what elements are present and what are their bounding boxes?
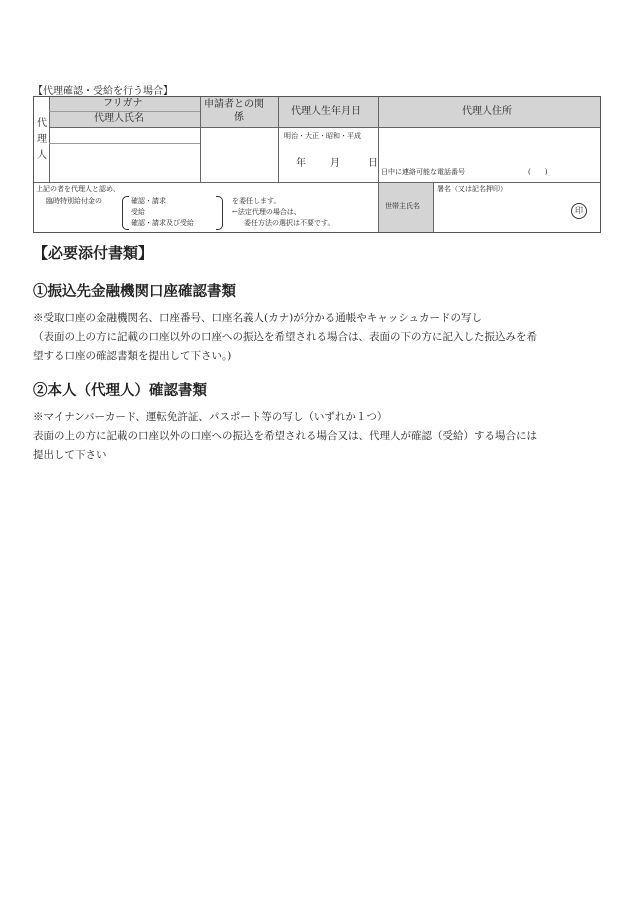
era-options: 明治・大正・昭和・平成: [284, 132, 361, 140]
side-label-3: 人: [37, 150, 47, 161]
section2-line3: 提出して下さい: [33, 449, 107, 461]
delegation-suffix-2: ←法定代理の場合は、: [232, 208, 301, 216]
signature-label: 署名（又は記名押印）: [437, 185, 507, 193]
delegation-prefix: 臨時特別給付金の: [46, 197, 102, 205]
delegation-option-2: 受給: [131, 208, 145, 216]
delegation-suffix-1: を委任します。: [232, 197, 281, 205]
side-label-1: 代: [37, 118, 47, 129]
left-brace: [122, 196, 129, 230]
section2-line1: ※マイナンバーカード、運転免許証、パスポート等の写し（いずれか１つ）: [33, 411, 388, 423]
month-unit: 月: [330, 158, 340, 169]
header-furigana: フリガナ: [103, 98, 143, 109]
header-birthdate: 代理人生年月日: [291, 106, 361, 117]
delegation-option-3: 確認・請求及び受給: [131, 219, 194, 227]
section1-line2: （表面の上の方に記載の口座以外の口座への振込を希望される場合は、表面の下の方に記入した振込みを希: [33, 331, 537, 343]
header-name: 代理人氏名: [94, 113, 144, 124]
delegation-option-1: 確認・請求: [131, 197, 166, 205]
proxy-table: [33, 96, 601, 233]
section2-line2: 表面の上の方に記載の口座以外の口座への振込を希望される場合又は、代理人が確認（受給）する場合には: [33, 430, 537, 442]
section1-line1: ※受取口座の金融機関名、口座番号、口座名義人(カナ)が分かる通帳やキャッシュカードの写し: [33, 312, 482, 324]
delegation-suffix-3: 委任方法の選択は不要です。: [244, 219, 335, 227]
header-relation-1: 申請者との関: [204, 99, 264, 110]
right-brace: [216, 196, 223, 230]
householder-label: 世帯主氏名: [385, 202, 420, 210]
section1-line3: 望する口座の確認書類を提出して下さい。): [33, 350, 232, 362]
side-label-2: 理: [37, 134, 47, 145]
daytime-phone-label: 日中に連絡可能な電話番号: [381, 168, 465, 176]
phone-paren: ( ): [528, 168, 548, 176]
delegation-line1: 上記の者を代理人と認め、: [36, 185, 120, 193]
section1-title: ①振込先金融機関口座確認書類: [33, 283, 236, 300]
section2-title: ②本人（代理人）確認書類: [33, 382, 207, 399]
header-relation-2: 係: [234, 112, 244, 123]
seal-mark: 印: [571, 203, 587, 219]
year-unit: 年: [296, 158, 306, 169]
attachments-title: 【必要添付書類】: [33, 244, 154, 262]
header-address: 代理人住所: [462, 106, 512, 117]
section-label: 【代理確認・受給を行う場合】: [33, 86, 173, 97]
day-unit: 日: [368, 158, 378, 169]
